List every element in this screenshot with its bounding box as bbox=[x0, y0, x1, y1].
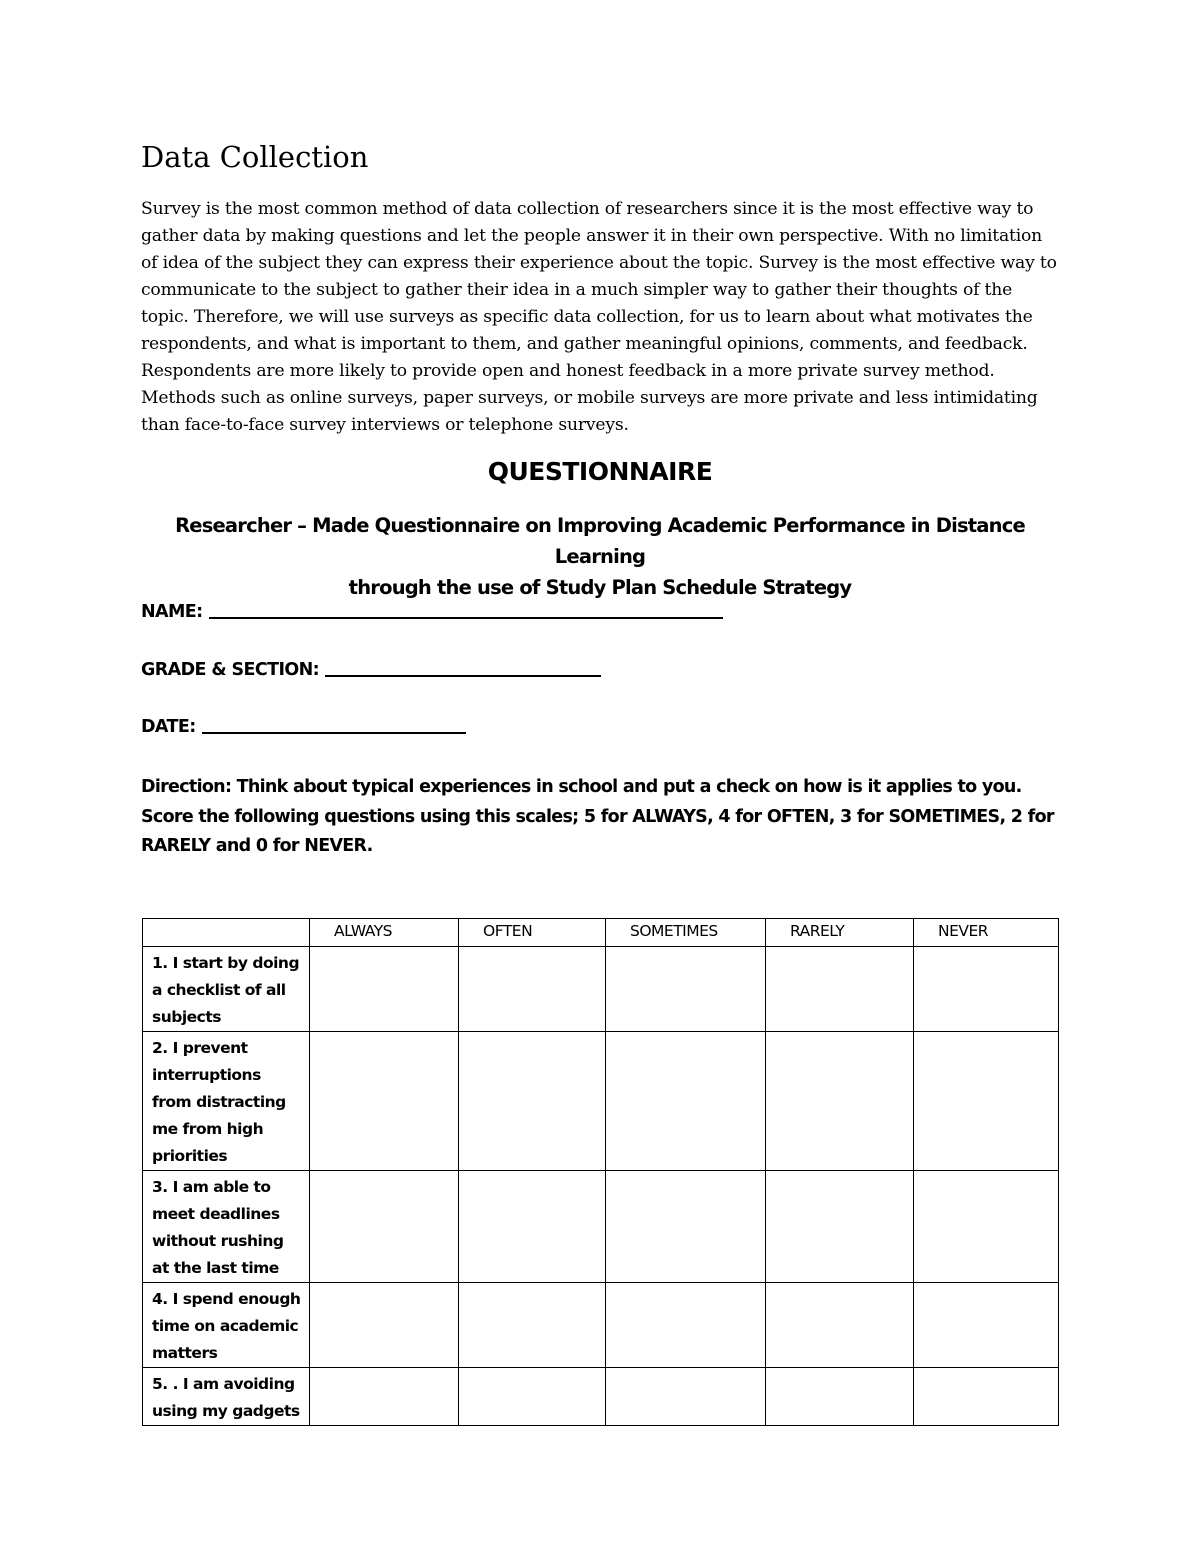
answer-cell-rarely[interactable] bbox=[766, 1032, 914, 1171]
question-cell: 2. I prevent interruptions from distracting me from high priorities bbox=[143, 1032, 310, 1171]
answer-cell-always[interactable] bbox=[310, 1171, 459, 1283]
answer-cell-always[interactable] bbox=[310, 1283, 459, 1368]
answer-cell-sometimes[interactable] bbox=[606, 1171, 766, 1283]
answer-cell-rarely[interactable] bbox=[766, 947, 914, 1032]
survey-table bbox=[142, 918, 1059, 1426]
answer-cell-sometimes[interactable] bbox=[606, 1032, 766, 1171]
question-cell: 5. . I am avoiding using my gadgets bbox=[143, 1368, 310, 1426]
table-row bbox=[143, 1032, 1059, 1171]
question-cell: 4. I spend enough time on academic matters bbox=[143, 1283, 310, 1368]
answer-cell-never[interactable] bbox=[914, 1171, 1059, 1283]
name-blank-line[interactable] bbox=[209, 615, 723, 619]
section-heading: Data Collection bbox=[141, 140, 369, 174]
answer-cell-sometimes[interactable] bbox=[606, 947, 766, 1032]
answer-cell-never[interactable] bbox=[914, 1368, 1059, 1426]
answer-cell-never[interactable] bbox=[914, 947, 1059, 1032]
header-sometimes: SOMETIMES bbox=[606, 919, 766, 947]
table-row bbox=[143, 947, 1059, 1032]
table-row bbox=[143, 1171, 1059, 1283]
subtitle-line-2: through the use of Study Plan Schedule Strategy bbox=[348, 576, 852, 599]
answer-cell-always[interactable] bbox=[310, 947, 459, 1032]
question-cell: 1. I start by doing a checklist of all subjects bbox=[143, 947, 310, 1032]
answer-cell-always[interactable] bbox=[310, 1368, 459, 1426]
grade-section-blank-line[interactable] bbox=[325, 673, 601, 677]
header-often: OFTEN bbox=[459, 919, 606, 947]
name-label: NAME: bbox=[141, 602, 203, 622]
answer-cell-rarely[interactable] bbox=[766, 1171, 914, 1283]
date-label: DATE: bbox=[141, 717, 196, 737]
questionnaire-subtitle bbox=[130, 510, 1070, 603]
answer-cell-often[interactable] bbox=[459, 1283, 606, 1368]
answer-cell-always[interactable] bbox=[310, 1032, 459, 1171]
answer-cell-rarely[interactable] bbox=[766, 1283, 914, 1368]
question-cell: 3. I am able to meet deadlines without rushing at the last time bbox=[143, 1171, 310, 1283]
grade-section-field bbox=[141, 660, 601, 680]
direction-text: Direction: Think about typical experiences in school and put a check on how is it applies to you. Score the following questions using this scales; 5 for ALWAYS, 4 for OFTEN, 3 for SOMETIMES, 2 for RARELY and 0 for NEVER. bbox=[141, 777, 1054, 856]
answer-cell-rarely[interactable] bbox=[766, 1368, 914, 1426]
header-question bbox=[143, 919, 310, 947]
questionnaire-title: QUESTIONNAIRE bbox=[487, 457, 713, 486]
data-collection-paragraph: Survey is the most common method of data collection of researchers since it is the most effective way to gather data by making questions and let the people answer it in their own perspective. With no limitation of idea of the subject they can express their experience about the topic. Survey is the most effective way to communicate to the subject to gather their idea in a much simpler way to gather their thoughts of the topic. Therefore, we will use surveys as specific data collection, for us to learn about what motivates the respondents, and what is important to them, and gather meaningful opinions, comments, and feedback. Respondents are more likely to provide open and honest feedback in a more private survey method. Methods such as online surveys, paper surveys, or mobile surveys are more private and less intimidating than face-to-face survey interviews or telephone surveys. bbox=[141, 199, 1057, 435]
answer-cell-often[interactable] bbox=[459, 1171, 606, 1283]
table-header-row bbox=[143, 919, 1059, 947]
header-never: NEVER bbox=[914, 919, 1059, 947]
date-field bbox=[141, 717, 466, 737]
answer-cell-never[interactable] bbox=[914, 1032, 1059, 1171]
table-row bbox=[143, 1283, 1059, 1368]
answer-cell-often[interactable] bbox=[459, 1368, 606, 1426]
answer-cell-often[interactable] bbox=[459, 1032, 606, 1171]
answer-cell-never[interactable] bbox=[914, 1283, 1059, 1368]
subtitle-line-1: Researcher – Made Questionnaire on Improving Academic Performance in Distance Learning bbox=[175, 514, 1025, 568]
date-blank-line[interactable] bbox=[202, 730, 466, 734]
table-row bbox=[143, 1368, 1059, 1426]
header-rarely: RARELY bbox=[766, 919, 914, 947]
answer-cell-sometimes[interactable] bbox=[606, 1368, 766, 1426]
name-field bbox=[141, 602, 723, 622]
answer-cell-often[interactable] bbox=[459, 947, 606, 1032]
header-always: ALWAYS bbox=[310, 919, 459, 947]
answer-cell-sometimes[interactable] bbox=[606, 1283, 766, 1368]
grade-section-label: GRADE & SECTION: bbox=[141, 660, 320, 680]
